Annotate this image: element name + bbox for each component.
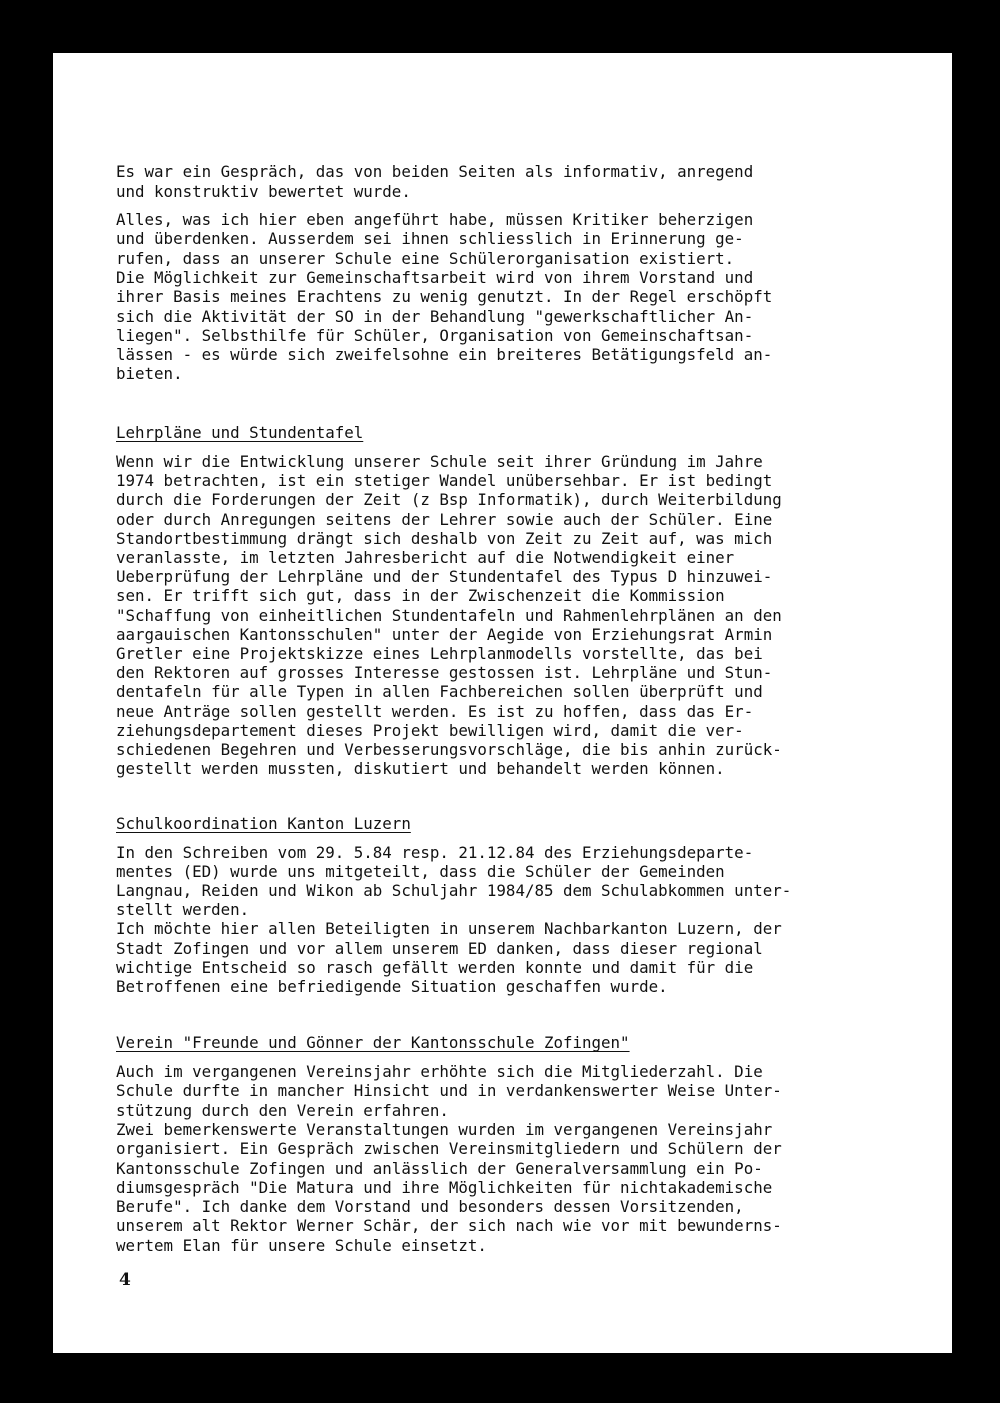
paragraph-line: Alles, was ich hier eben angeführt habe, müssen Kritiker beherzigen <box>116 210 754 229</box>
paragraph-line: Auch im vergangenen Vereinsjahr erhöhte sich die Mitgliederzahl. Die <box>116 1062 763 1081</box>
section-heading: Verein "Freunde und Gönner der Kantonsschule Zofingen" <box>116 1033 630 1052</box>
paragraph-line: liegen". Selbsthilfe für Schüler, Organisation von Gemeinschaftsan- <box>116 325 754 345</box>
paragraph-line: wichtige Entscheid so rasch gefällt werden konnte und damit für die <box>116 957 754 977</box>
paragraph-line: Berufe". Ich danke dem Vorstand und besonders dessen Vorsitzenden, <box>116 1197 744 1217</box>
paragraph-line: aargauischen Kantonsschulen" unter der Aegide von Erziehungsrat Armin <box>116 624 773 644</box>
paragraph-line: stellt werden. <box>116 900 250 920</box>
section-heading: Lehrpläne und Stundentafel <box>116 423 364 442</box>
paragraph-line: Stadt Zofingen und vor allem unserem ED danken, dass dieser regional <box>116 938 763 958</box>
paragraph-line: diumsgespräch "Die Matura und ihre Möglichkeiten für nichtakademische <box>116 1177 773 1197</box>
paragraph-line: Schule durfte in mancher Hinsicht und in verdankenswerter Weise Unter- <box>116 1081 782 1101</box>
page-number: 4 <box>119 1270 131 1290</box>
document-page <box>53 53 952 1353</box>
paragraph-line: Ueberprüfung der Lehrpläne und der Stundentafel des Typus D hinzuwei- <box>116 567 773 587</box>
paragraph-line: Es war ein Gespräch, das von beiden Seiten als informativ, anregend <box>116 162 754 181</box>
paragraph-line: organisiert. Ein Gespräch zwischen Vereinsmitgliedern und Schülern der <box>116 1139 782 1159</box>
paragraph-line: Ich möchte hier allen Beteiligten in unserem Nachbarkanton Luzern, der <box>116 919 782 939</box>
paragraph-line: "Schaffung von einheitlichen Stundentafeln und Rahmenlehrplänen an den <box>116 605 782 625</box>
paragraph-line: Kantonsschule Zofingen und anlässlich der Generalversammlung ein Po- <box>116 1158 763 1178</box>
paragraph-line: wertem Elan für unsere Schule einsetzt. <box>116 1235 487 1255</box>
paragraph-line: unserem alt Rektor Werner Schär, der sich nach wie vor mit bewunderns- <box>116 1216 782 1236</box>
paragraph-line: und überdenken. Ausserdem sei ihnen schliesslich in Erinnerung ge- <box>116 229 744 249</box>
paragraph-line: sich die Aktivität der SO in der Behandlung "gewerkschaftlicher An- <box>116 306 754 326</box>
paragraph-line: In den Schreiben vom 29. 5.84 resp. 21.12.84 des Erziehungsdeparte- <box>116 843 754 862</box>
paragraph-line: durch die Forderungen der Zeit (z Bsp Informatik), durch Weiterbildung <box>116 490 782 510</box>
paragraph-line: veranlasste, im letzten Jahresbericht auf die Notwendigkeit einer <box>116 548 735 567</box>
paragraph-line: gestellt werden mussten, diskutiert und behandelt werden können. <box>116 759 725 779</box>
paragraph-line: Die Möglichkeit zur Gemeinschaftsarbeit wird von ihrem Vorstand und <box>116 267 754 287</box>
paragraph-line: mentes (ED) wurde uns mitgeteilt, dass die Schüler der Gemeinden <box>116 862 725 882</box>
document-body <box>116 53 906 1353</box>
paragraph-line: den Rektoren auf grosses Interesse gestossen ist. Lehrpläne und Stun- <box>116 663 773 683</box>
section-heading: Schulkoordination Kanton Luzern <box>116 814 411 833</box>
paragraph-line: dentafeln für alle Typen in allen Fachbereichen sollen überprüft und <box>116 682 763 702</box>
paragraph-line: ihrer Basis meines Erachtens zu wenig genutzt. In der Regel erschöpft <box>116 287 773 307</box>
paragraph-line: lässen - es würde sich zweifelsohne ein breiteres Betätigungsfeld an- <box>116 345 773 365</box>
paragraph-line: Langnau, Reiden und Wikon ab Schuljahr 1984/85 dem Schulabkommen unter- <box>116 881 792 901</box>
paragraph-line: Betroffenen eine befriedigende Situation geschaffen wurde. <box>116 976 668 996</box>
paragraph-line: stützung durch den Verein erfahren. <box>116 1100 449 1120</box>
paragraph-line: oder durch Anregungen seitens der Lehrer sowie auch der Schüler. Eine <box>116 509 773 529</box>
paragraph-line: Gretler eine Projektskizze eines Lehrplanmodells vorstellte, das bei <box>116 644 763 663</box>
paragraph-line: rufen, dass an unserer Schule eine Schülerorganisation existiert. <box>116 248 735 268</box>
paragraph-line: Zwei bemerkenswerte Veranstaltungen wurden im vergangenen Vereinsjahr <box>116 1119 773 1139</box>
paragraph-line: ziehungsdepartement dieses Projekt bewilligen wird, damit die ver- <box>116 720 744 740</box>
paragraph-line: Standortbestimmung drängt sich deshalb von Zeit zu Zeit auf, was mich <box>116 528 773 548</box>
paragraph-line: und konstruktiv bewertet wurde. <box>116 181 411 201</box>
paragraph-line: sen. Er trifft sich gut, dass in der Zwischenzeit die Kommission <box>116 586 725 606</box>
paragraph-line: schiedenen Begehren und Verbesserungsvorschläge, die bis anhin zurück- <box>116 740 782 759</box>
paragraph-line: bieten. <box>116 364 183 384</box>
paragraph-line: neue Anträge sollen gestellt werden. Es ist zu hoffen, dass das Er- <box>116 701 754 721</box>
paragraph-line: Wenn wir die Entwicklung unserer Schule seit ihrer Gründung im Jahre <box>116 452 763 471</box>
paragraph-line: 1974 betrachten, ist ein stetiger Wandel unübersehbar. Er ist bedingt <box>116 471 773 491</box>
